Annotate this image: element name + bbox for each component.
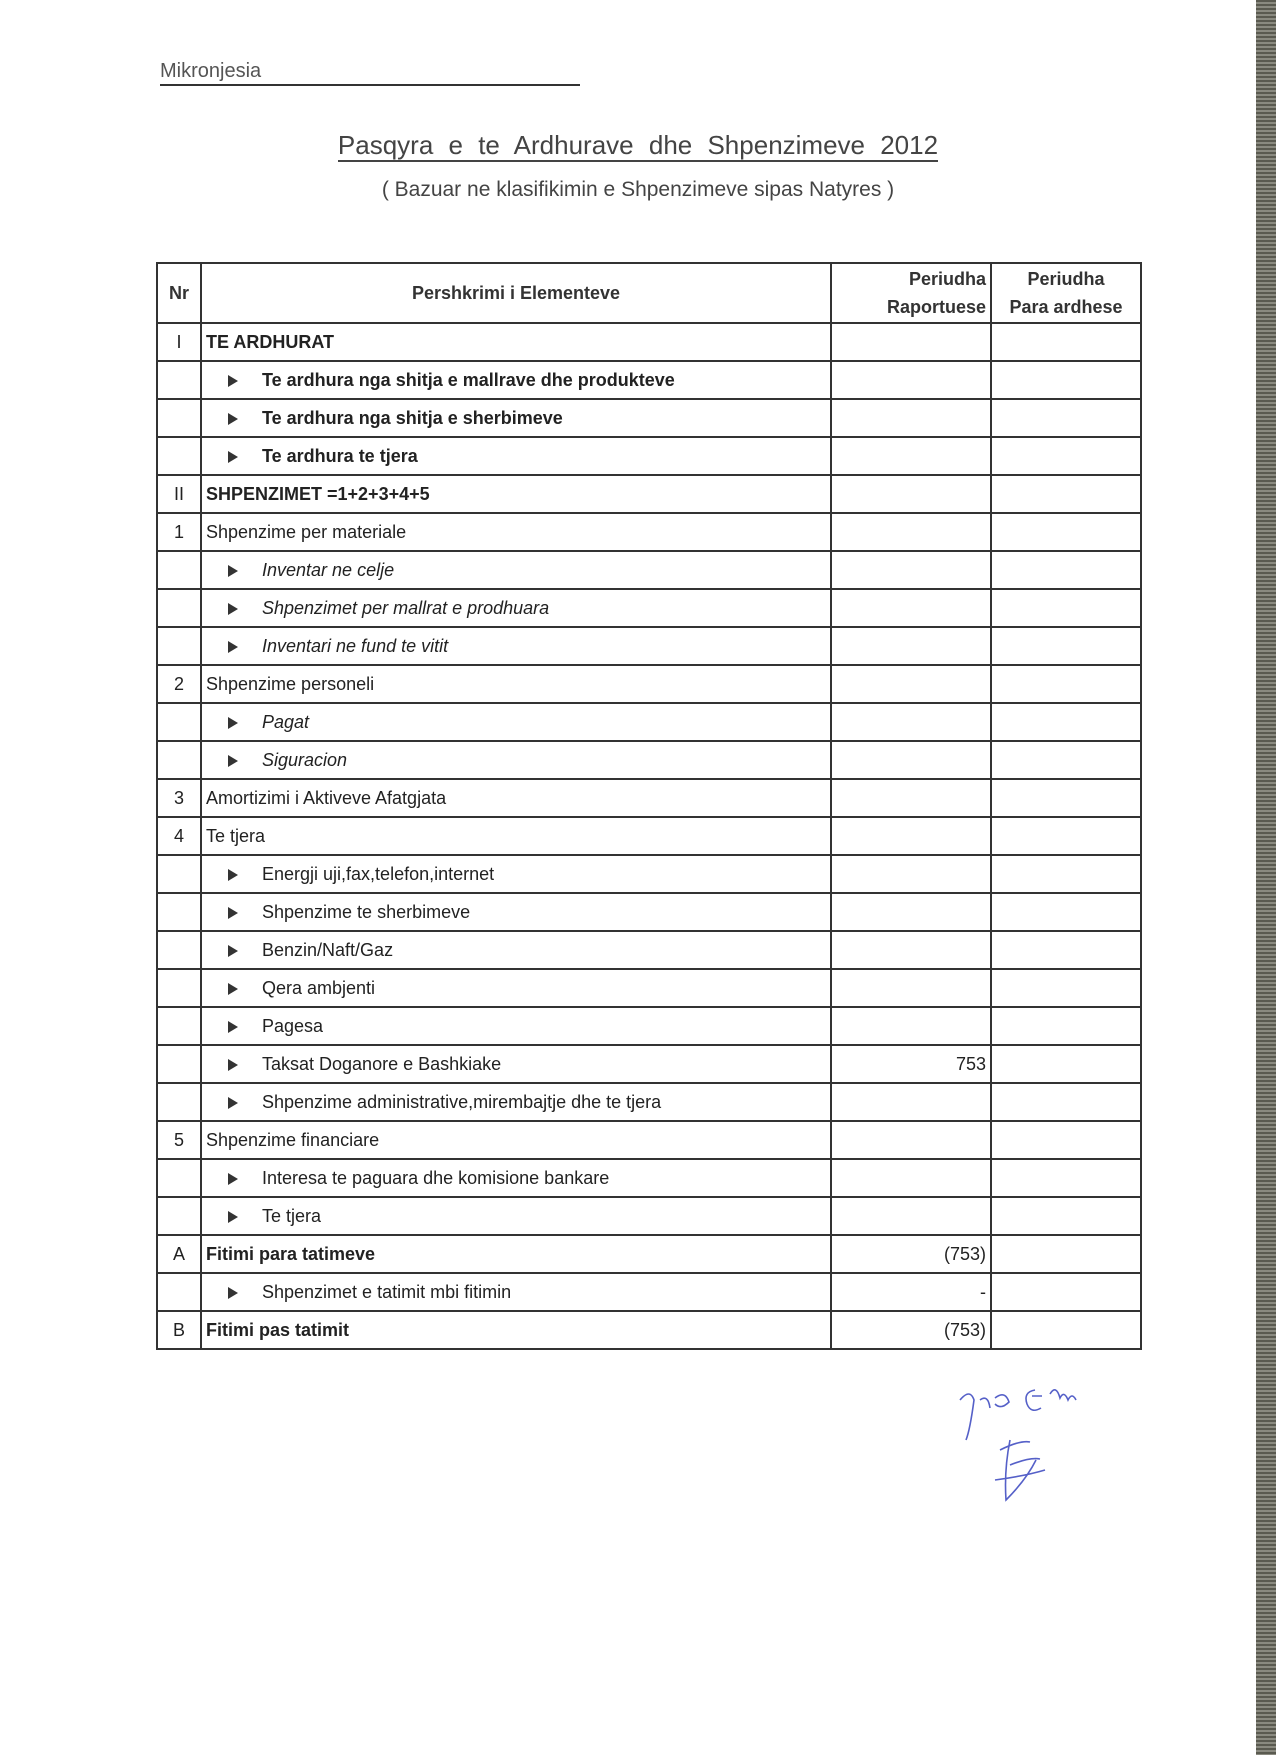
- header-nr: Nr: [157, 263, 201, 323]
- row-description-text: Shpenzimet per mallrat e prodhuara: [262, 597, 550, 618]
- row-nr: [157, 893, 201, 931]
- row-nr: [157, 1159, 201, 1197]
- row-nr: [157, 931, 201, 969]
- table-row: [157, 1273, 1141, 1311]
- row-current-value: [831, 475, 991, 513]
- income-statement-table: [156, 262, 1142, 1350]
- row-description: [201, 1007, 831, 1045]
- row-current-value: [831, 513, 991, 551]
- bullet-arrow-icon: [228, 641, 238, 653]
- table-row: [157, 399, 1141, 437]
- bullet-arrow-icon: [228, 869, 238, 881]
- row-nr: [157, 1045, 201, 1083]
- row-nr: [157, 1121, 201, 1159]
- row-description: [201, 1083, 831, 1121]
- row-previous-value: [991, 1159, 1141, 1197]
- row-current-value: [831, 551, 991, 589]
- row-current-value: [831, 665, 991, 703]
- row-description-text: Te tjera: [262, 1205, 322, 1226]
- row-nr: [157, 399, 201, 437]
- row-nr: [157, 323, 201, 361]
- row-current-value: [831, 627, 991, 665]
- row-current-value: [831, 1159, 991, 1197]
- row-description-text: Fitimi pas tatimit: [206, 1319, 350, 1340]
- table-row: [157, 817, 1141, 855]
- row-description-text: Inventar ne celje: [262, 559, 395, 580]
- row-nr-text: I: [176, 331, 182, 352]
- row-current-value-text: (753): [943, 1243, 986, 1264]
- row-description-text: Inventari ne fund te vitit: [262, 635, 449, 656]
- row-current-value: [831, 969, 991, 1007]
- row-previous-value: [991, 1273, 1141, 1311]
- table-row: [157, 1311, 1141, 1349]
- row-previous-value: [991, 323, 1141, 361]
- row-current-value: [831, 893, 991, 931]
- row-description: [201, 361, 831, 399]
- row-description: [201, 1121, 831, 1159]
- row-description: [201, 551, 831, 589]
- row-nr: [157, 1235, 201, 1273]
- table-row: [157, 741, 1141, 779]
- row-nr: [157, 1197, 201, 1235]
- row-description: [201, 437, 831, 475]
- row-previous-value: [991, 665, 1141, 703]
- row-description-text: Siguracion: [262, 749, 348, 770]
- row-previous-value: [991, 817, 1141, 855]
- row-description-text: Shpenzime administrative,mirembajtje dhe te tjera: [262, 1091, 662, 1112]
- row-nr: [157, 475, 201, 513]
- row-description: [201, 475, 831, 513]
- row-description: [201, 589, 831, 627]
- row-description-text: Te ardhura nga shitja e mallrave dhe produkteve: [262, 369, 675, 390]
- table-row: [157, 513, 1141, 551]
- row-description-text: Benzin/Naft/Gaz: [262, 939, 394, 960]
- bullet-arrow-icon: [228, 717, 238, 729]
- table-row: [157, 931, 1141, 969]
- header-prev-line2: Para ardhese: [1009, 297, 1123, 317]
- row-previous-value: [991, 1007, 1141, 1045]
- bullet-arrow-icon: [228, 1059, 238, 1071]
- row-current-value: [831, 1007, 991, 1045]
- row-description-text: Pagat: [262, 711, 310, 732]
- row-nr: [157, 361, 201, 399]
- row-description: [201, 323, 831, 361]
- table-row: [157, 589, 1141, 627]
- bullet-arrow-icon: [228, 451, 238, 463]
- table-header: [157, 263, 1141, 323]
- row-previous-value: [991, 1235, 1141, 1273]
- row-description: [201, 1311, 831, 1349]
- row-nr-text: A: [172, 1243, 185, 1264]
- row-description: [201, 1159, 831, 1197]
- row-nr: [157, 437, 201, 475]
- row-current-value: [831, 1083, 991, 1121]
- row-nr: [157, 513, 201, 551]
- header-previous-period: [991, 263, 1141, 323]
- row-current-value: [831, 817, 991, 855]
- row-previous-value: [991, 437, 1141, 475]
- row-description-text: Energji uji,fax,telefon,internet: [262, 863, 495, 884]
- header-current-period: [831, 263, 991, 323]
- row-description-text: Shpenzime te sherbimeve: [262, 901, 471, 922]
- row-nr-text: 5: [173, 1129, 184, 1150]
- table-row: [157, 1007, 1141, 1045]
- scan-edge: [1256, 0, 1276, 1755]
- row-description-text: Interesa te paguara dhe komisione bankare: [262, 1167, 610, 1188]
- row-current-value: [831, 1235, 991, 1273]
- row-description: [201, 817, 831, 855]
- table-row: [157, 1197, 1141, 1235]
- row-current-value: [831, 323, 991, 361]
- row-previous-value: [991, 1197, 1141, 1235]
- row-nr: [157, 779, 201, 817]
- bullet-arrow-icon: [228, 375, 238, 387]
- row-previous-value: [991, 779, 1141, 817]
- row-previous-value: [991, 1083, 1141, 1121]
- row-description: [201, 931, 831, 969]
- row-current-value: [831, 931, 991, 969]
- header-cur-line1: Periudha: [908, 269, 986, 289]
- table-row: [157, 1045, 1141, 1083]
- row-previous-value: [991, 513, 1141, 551]
- bullet-arrow-icon: [228, 1173, 238, 1185]
- row-description: [201, 855, 831, 893]
- table-row: [157, 475, 1141, 513]
- row-current-value: [831, 1311, 991, 1349]
- row-nr: [157, 1083, 201, 1121]
- row-previous-value: [991, 1121, 1141, 1159]
- table-row: [157, 855, 1141, 893]
- table-row: [157, 1235, 1141, 1273]
- row-nr: [157, 969, 201, 1007]
- row-description-text: Taksat Doganore e Bashkiake: [262, 1053, 502, 1074]
- row-previous-value: [991, 855, 1141, 893]
- table-row: [157, 1121, 1141, 1159]
- row-description: [201, 513, 831, 551]
- row-description-text: Fitimi para tatimeve: [206, 1243, 376, 1264]
- row-description: [201, 399, 831, 437]
- row-current-value: [831, 589, 991, 627]
- document-title: [0, 130, 1276, 161]
- row-nr: [157, 1311, 201, 1349]
- row-nr-text: 4: [173, 825, 184, 846]
- row-nr: [157, 551, 201, 589]
- row-previous-value: [991, 741, 1141, 779]
- title-text: Pasqyra e te Ardhurave dhe Shpenzimeve 2012: [337, 130, 939, 160]
- row-nr: [157, 703, 201, 741]
- bullet-arrow-icon: [228, 1097, 238, 1109]
- row-description-text: Amortizimi i Aktiveve Afatgjata: [206, 787, 447, 808]
- row-previous-value: [991, 361, 1141, 399]
- row-previous-value: [991, 399, 1141, 437]
- document-subtitle: ( Bazuar ne klasifikimin e Shpenzimeve sipas Natyres ): [381, 178, 895, 201]
- row-nr-text: B: [172, 1319, 185, 1340]
- row-previous-value: [991, 627, 1141, 665]
- row-nr-text: 2: [173, 673, 184, 694]
- row-current-value: [831, 1197, 991, 1235]
- row-description: [201, 779, 831, 817]
- table-row: [157, 1083, 1141, 1121]
- row-previous-value: [991, 551, 1141, 589]
- bullet-arrow-icon: [228, 603, 238, 615]
- row-current-value: [831, 361, 991, 399]
- row-description-text: Shpenzime financiare: [206, 1129, 380, 1150]
- table-row: [157, 437, 1141, 475]
- row-previous-value: [991, 931, 1141, 969]
- row-description-text: SHPENZIMET =1+2+3+4+5: [206, 483, 430, 504]
- row-current-value: [831, 399, 991, 437]
- table-row: [157, 665, 1141, 703]
- row-description: [201, 627, 831, 665]
- row-previous-value: [991, 589, 1141, 627]
- row-description: [201, 665, 831, 703]
- row-description-text: Pagesa: [262, 1015, 324, 1036]
- row-previous-value: [991, 969, 1141, 1007]
- row-nr: [157, 589, 201, 627]
- table-row: [157, 893, 1141, 931]
- header-prev-line1: Periudha: [1027, 269, 1105, 289]
- bullet-arrow-icon: [228, 1211, 238, 1223]
- row-nr-text: II: [173, 483, 184, 504]
- row-description-text: Qera ambjenti: [262, 977, 376, 998]
- bullet-arrow-icon: [228, 565, 238, 577]
- row-description-text: Te tjera: [206, 825, 266, 846]
- row-current-value-text: -: [980, 1281, 986, 1302]
- row-previous-value: [991, 893, 1141, 931]
- table-row: [157, 627, 1141, 665]
- row-nr: [157, 855, 201, 893]
- row-previous-value: [991, 1311, 1141, 1349]
- table-row: [157, 779, 1141, 817]
- row-description: [201, 1045, 831, 1083]
- bullet-arrow-icon: [228, 907, 238, 919]
- row-nr: [157, 627, 201, 665]
- row-description: [201, 741, 831, 779]
- header-cur-line2: Raportuese: [886, 297, 986, 317]
- bullet-arrow-icon: [228, 945, 238, 957]
- row-nr: [157, 1007, 201, 1045]
- row-current-value: [831, 703, 991, 741]
- table-row: [157, 551, 1141, 589]
- bullet-arrow-icon: [228, 983, 238, 995]
- bullet-arrow-icon: [228, 755, 238, 767]
- table-row: [157, 1159, 1141, 1197]
- row-current-value: [831, 741, 991, 779]
- row-nr: [157, 817, 201, 855]
- row-description: [201, 893, 831, 931]
- row-nr: [157, 665, 201, 703]
- row-nr: [157, 741, 201, 779]
- row-description-text: Shpenzime per materiale: [206, 521, 407, 542]
- row-current-value-text: 753: [955, 1053, 986, 1074]
- row-description-text: TE ARDHURAT: [206, 331, 334, 352]
- row-description: [201, 703, 831, 741]
- row-description: [201, 969, 831, 1007]
- row-current-value: [831, 1273, 991, 1311]
- signature: [940, 1370, 1170, 1520]
- row-description-text: Shpenzime personeli: [206, 673, 375, 694]
- row-nr: [157, 1273, 201, 1311]
- table-row: [157, 969, 1141, 1007]
- row-nr-text: 1: [173, 521, 184, 542]
- bullet-arrow-icon: [228, 1287, 238, 1299]
- row-current-value: [831, 779, 991, 817]
- row-current-value: [831, 855, 991, 893]
- row-nr-text: 3: [173, 787, 184, 808]
- header-description: Pershkrimi i Elementeve: [201, 263, 831, 323]
- table-row: [157, 323, 1141, 361]
- row-description: [201, 1273, 831, 1311]
- row-current-value: [831, 1045, 991, 1083]
- row-description: [201, 1197, 831, 1235]
- row-current-value: [831, 1121, 991, 1159]
- row-previous-value: [991, 1045, 1141, 1083]
- entity-label: Mikronjesia: [160, 60, 580, 86]
- row-current-value-text: (753): [943, 1319, 986, 1340]
- row-description: [201, 1235, 831, 1273]
- bullet-arrow-icon: [228, 1021, 238, 1033]
- row-previous-value: [991, 475, 1141, 513]
- bullet-arrow-icon: [228, 413, 238, 425]
- row-description-text: Te ardhura nga shitja e sherbimeve: [262, 407, 563, 428]
- table-row: [157, 703, 1141, 741]
- table-row: [157, 361, 1141, 399]
- row-description-text: Te ardhura te tjera: [262, 445, 418, 466]
- row-previous-value: [991, 703, 1141, 741]
- row-current-value: [831, 437, 991, 475]
- row-description-text: Shpenzimet e tatimit mbi fitimin: [262, 1281, 512, 1302]
